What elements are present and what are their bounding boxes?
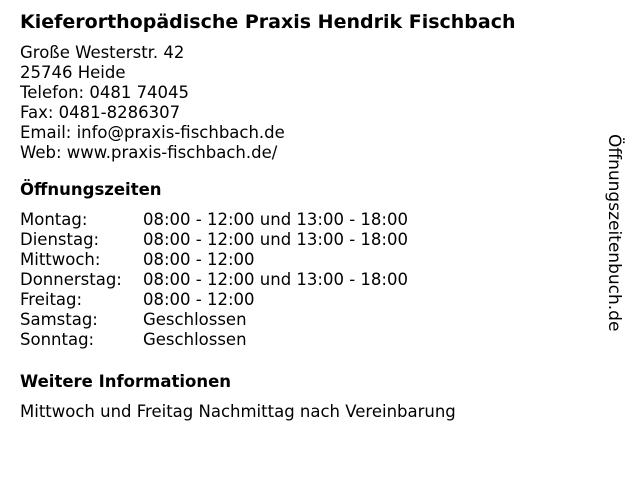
opening-hours-heading: Öffnungszeiten bbox=[20, 180, 162, 199]
hours-row-monday bbox=[20, 210, 605, 230]
hours-day: Mittwoch: bbox=[20, 250, 101, 269]
hours-row-wednesday bbox=[20, 250, 605, 270]
fax-number: Fax: 0481-8286307 bbox=[20, 103, 181, 122]
opening-hours-table bbox=[20, 210, 605, 350]
hours-time: 08:00 - 12:00 und 13:00 - 18:00 bbox=[143, 230, 408, 249]
hours-row-sunday bbox=[20, 330, 605, 350]
hours-row-tuesday bbox=[20, 230, 605, 250]
email-address: Email: info@praxis-fischbach.de bbox=[20, 123, 285, 142]
hours-time: Geschlossen bbox=[143, 330, 247, 349]
hours-row-saturday bbox=[20, 310, 605, 330]
hours-day: Freitag: bbox=[20, 290, 83, 309]
practice-card bbox=[20, 10, 605, 422]
hours-row-thursday bbox=[20, 270, 605, 290]
hours-day: Donnerstag: bbox=[20, 270, 122, 289]
hours-day: Montag: bbox=[20, 210, 88, 229]
city-address: 25746 Heide bbox=[20, 63, 126, 82]
hours-time: Geschlossen bbox=[143, 310, 247, 329]
practice-name: Kieferorthopädische Praxis Hendrik Fischbach bbox=[20, 11, 516, 33]
further-info-heading: Weitere Informationen bbox=[20, 372, 232, 391]
hours-time: 08:00 - 12:00 bbox=[143, 290, 255, 309]
brand-watermark: Öffnungszeitenbuch.de bbox=[604, 134, 624, 332]
website-url: Web: www.praxis-fischbach.de/ bbox=[20, 143, 278, 162]
hours-time: 08:00 - 12:00 bbox=[143, 250, 255, 269]
street-address: Große Westerstr. 42 bbox=[20, 43, 185, 62]
phone-number: Telefon: 0481 74045 bbox=[20, 83, 190, 102]
further-info-text: Mittwoch und Freitag Nachmittag nach Vereinbarung bbox=[20, 402, 456, 421]
hours-day: Dienstag: bbox=[20, 230, 100, 249]
hours-day: Samstag: bbox=[20, 310, 98, 329]
hours-day: Sonntag: bbox=[20, 330, 95, 349]
hours-time: 08:00 - 12:00 und 13:00 - 18:00 bbox=[143, 270, 408, 289]
hours-row-friday bbox=[20, 290, 605, 310]
hours-time: 08:00 - 12:00 und 13:00 - 18:00 bbox=[143, 210, 408, 229]
contact-block bbox=[20, 43, 605, 163]
